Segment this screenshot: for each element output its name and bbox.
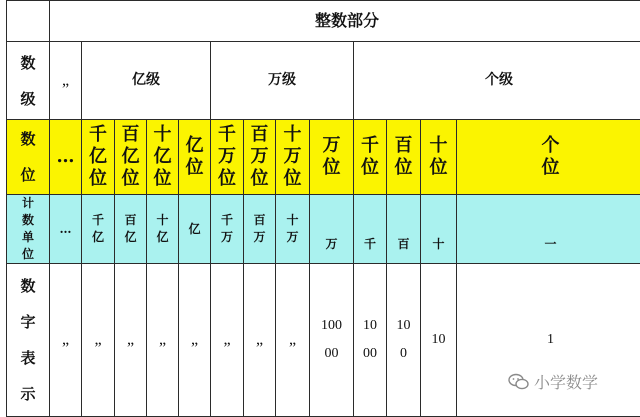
- digit-cell: „: [50, 264, 82, 417]
- unit-cell: 十 亿: [147, 195, 179, 264]
- watermark-text: 小学数学: [534, 373, 599, 392]
- digit-cell: „: [147, 264, 179, 417]
- place-cell: 千 万 位: [211, 120, 244, 195]
- row-label-units: 计 数 单 位: [7, 195, 50, 264]
- place-cell: 个 位: [457, 120, 640, 195]
- level-wan: 万级: [211, 42, 354, 120]
- unit-cell: 千: [354, 195, 387, 264]
- digit-cell: 10 00: [354, 264, 387, 417]
- digit-cell: „: [276, 264, 310, 417]
- unit-cell: 亿: [179, 195, 211, 264]
- header-row: [7, 1, 640, 42]
- digit-cell: „: [115, 264, 147, 417]
- digit-cell: 1: [457, 264, 640, 417]
- digit-cell: „: [211, 264, 244, 417]
- level-ellipsis: „: [50, 42, 82, 120]
- unit-cell: 百 万: [244, 195, 276, 264]
- place-cell: 百 万 位: [244, 120, 276, 195]
- units-row: [7, 195, 640, 264]
- place-cell: 千 亿 位: [82, 120, 115, 195]
- corner-cell: [7, 1, 50, 42]
- unit-cell: 百: [387, 195, 421, 264]
- place-cell: 十 位: [421, 120, 457, 195]
- digit-cell: „: [244, 264, 276, 417]
- digit-cell: „: [179, 264, 211, 417]
- place-cell: …: [50, 120, 82, 195]
- place-cell: 万 位: [310, 120, 354, 195]
- place-cell: 亿 位: [179, 120, 211, 195]
- row-label-digits: 数 字 表 示: [7, 264, 50, 417]
- unit-cell: 千 万: [211, 195, 244, 264]
- unit-cell: 十: [421, 195, 457, 264]
- unit-cell: 十 万: [276, 195, 310, 264]
- digits-row: [7, 264, 640, 417]
- unit-cell: 万: [310, 195, 354, 264]
- wechat-icon: [508, 373, 530, 391]
- row-label-places: 数 位: [7, 120, 50, 195]
- unit-cell: 百 亿: [115, 195, 147, 264]
- levels-row: [7, 42, 640, 120]
- digit-cell: 10 0: [387, 264, 421, 417]
- unit-cell: 千 亿: [82, 195, 115, 264]
- place-value-table-wrapper: [6, 0, 640, 417]
- place-value-table: [6, 0, 640, 417]
- integer-part-header: 整数部分: [50, 1, 640, 42]
- level-yi: 亿级: [82, 42, 211, 120]
- digit-cell: 100 00: [310, 264, 354, 417]
- place-cell: 百 亿 位: [115, 120, 147, 195]
- row-label-levels: 数 级: [7, 42, 50, 120]
- digit-cell: „: [82, 264, 115, 417]
- place-cell: 百 位: [387, 120, 421, 195]
- places-row: [7, 120, 640, 195]
- unit-cell: …: [50, 195, 82, 264]
- place-cell: 十 亿 位: [147, 120, 179, 195]
- watermark: [508, 370, 598, 393]
- place-cell: 十 万 位: [276, 120, 310, 195]
- level-ge: 个级: [354, 42, 640, 120]
- unit-cell: 一: [457, 195, 640, 264]
- digit-cell: 10: [421, 264, 457, 417]
- place-cell: 千 位: [354, 120, 387, 195]
